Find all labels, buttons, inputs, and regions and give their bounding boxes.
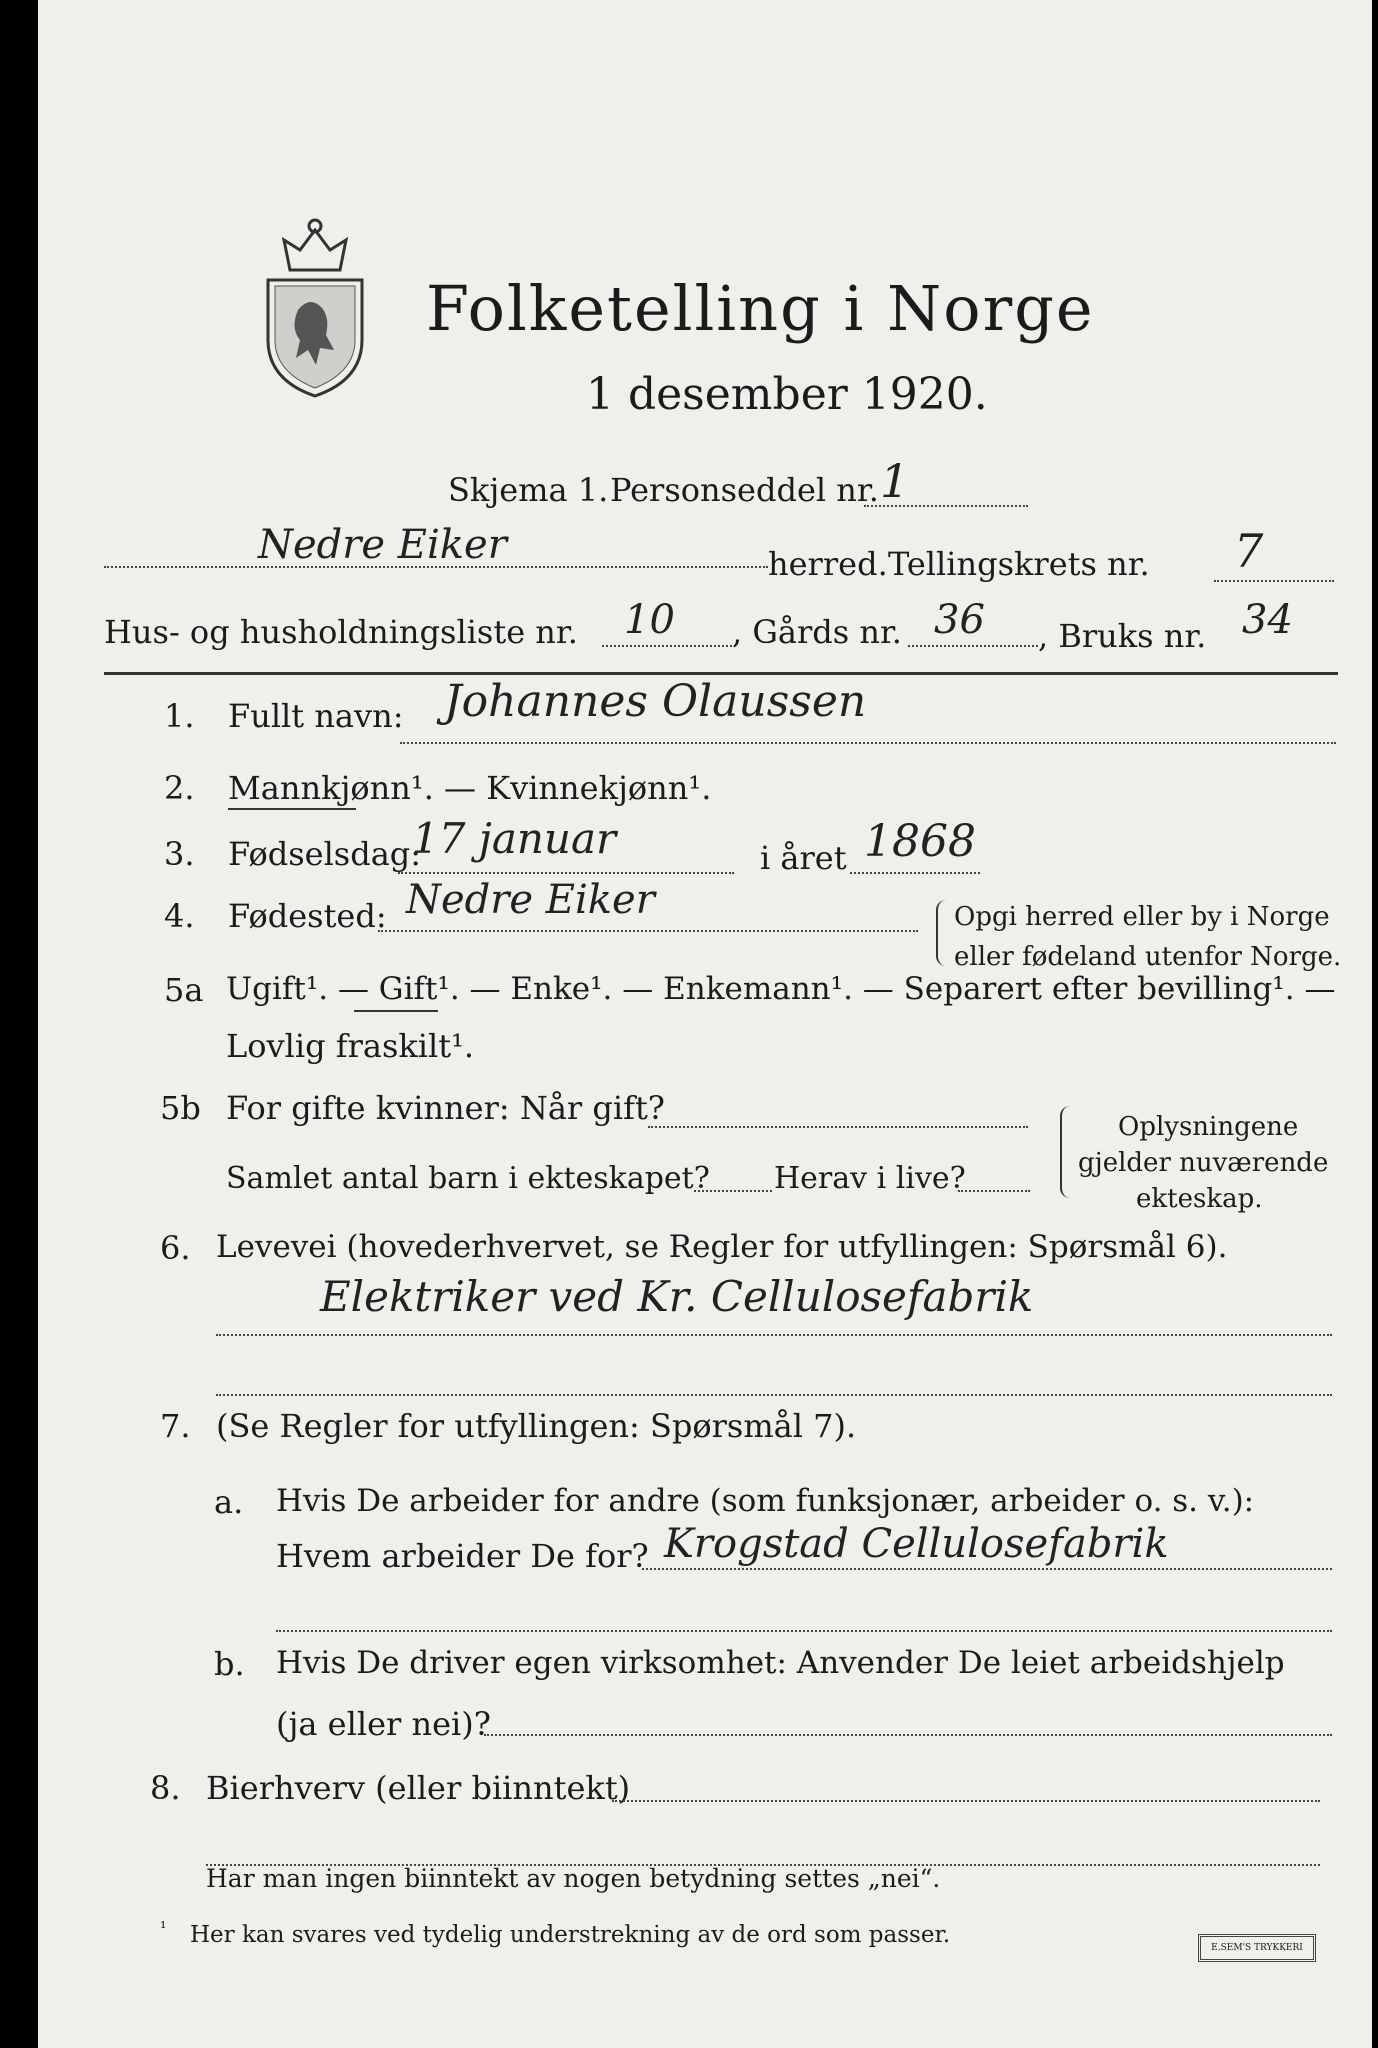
- birth-year-value: 1868: [864, 816, 976, 867]
- personseddel-value: 1: [880, 454, 910, 508]
- children-alive-label: Herav i live?: [774, 1161, 966, 1196]
- bruks-value: 34: [1242, 597, 1293, 643]
- census-form-page: [38, 0, 1372, 2048]
- gender-options: Mannkjønn¹. — Kvinnekjønn¹.: [228, 769, 712, 807]
- tellingskrets-label: Tellingskrets nr.: [888, 545, 1150, 583]
- married-when-label: For gifte kvinner: Når gift?: [226, 1089, 665, 1127]
- side-income-field-line: [612, 1800, 1320, 1802]
- employer-field-line-2: [276, 1630, 1332, 1632]
- birthplace-note-line1: Opgi herred eller by i Norge: [954, 902, 1330, 932]
- header-divider: [104, 672, 1338, 675]
- footnote-mark: ¹: [160, 1918, 167, 1937]
- personseddel-label: Personseddel nr.: [610, 471, 879, 509]
- q1-label: Fullt navn:: [228, 697, 404, 735]
- marital-status-options: Ugift¹. — Gift¹. — Enke¹. — Enkemann¹. — Separert efter bevilling¹. —: [226, 971, 1336, 1007]
- marriage-note-line1: Oplysningene: [1118, 1112, 1299, 1142]
- birthplace-value: Nedre Eiker: [406, 877, 655, 923]
- gards-nr-label: , Gårds nr.: [732, 613, 902, 651]
- husholdningsliste-field-line: [602, 645, 732, 647]
- marriage-note-line3: ekteskap.: [1136, 1184, 1263, 1214]
- side-income-label: Bierhverv (eller biinntekt): [206, 1769, 631, 1807]
- children-alive-field-line: [958, 1190, 1030, 1192]
- q7-number: 7.: [160, 1407, 191, 1445]
- q3-number: 3.: [164, 835, 195, 873]
- marriage-note-brace: [1060, 1106, 1070, 1198]
- footnote-text: Her kan svares ved tydelig understrekning av de ord som passer.: [190, 1922, 951, 1948]
- marital-status-underline: [354, 1010, 438, 1012]
- gards-value: 36: [934, 597, 985, 643]
- marital-status-options-line2: Lovlig fraskilt¹.: [226, 1027, 475, 1065]
- year-label: i året: [760, 839, 847, 877]
- q7a-line1: Hvis De arbeider for andre (som funksjonær, arbeider o. s. v.):: [276, 1483, 1255, 1519]
- husholdningsliste-label: Hus- og husholdningsliste nr.: [104, 613, 578, 651]
- gards-field-line: [908, 645, 1038, 647]
- q7-label: (Se Regler for utfyllingen: Spørsmål 7).: [216, 1407, 857, 1445]
- birth-day-field-line: [398, 872, 734, 874]
- no-side-income-note: Har man ingen biinntekt av nogen betydning settes „nei“.: [206, 1864, 941, 1893]
- occupation-field-line-1: [216, 1334, 1332, 1336]
- herred-label: herred.: [768, 545, 888, 583]
- personseddel-field-line: [864, 505, 1028, 507]
- birth-year-field-line: [850, 872, 980, 874]
- q4-number: 4.: [164, 897, 195, 935]
- q7b-letter: b.: [214, 1645, 245, 1683]
- herred-value: Nedre Eiker: [258, 522, 507, 568]
- printer-stamp: E.SEM'S TRYKKERI: [1198, 1934, 1316, 1962]
- q7b-line2: (ja eller nei)?: [276, 1705, 491, 1743]
- q8-number: 8.: [150, 1769, 181, 1807]
- birthplace-note-line2: eller fødeland utenfor Norge.: [954, 942, 1342, 972]
- tellingskrets-value: 7: [1234, 524, 1264, 578]
- herred-field-line: [104, 566, 768, 568]
- birthplace-note-brace: [936, 900, 946, 966]
- q5a-number: 5a: [164, 971, 204, 1009]
- skjema-label: Skjema 1.: [448, 471, 609, 509]
- q4-label: Fødested:: [228, 897, 387, 935]
- marriage-note-line2: gjelder nuværende: [1078, 1148, 1329, 1178]
- employer-label: Hvem arbeider De for?: [276, 1537, 649, 1575]
- children-total-label: Samlet antal barn i ekteskapet?: [226, 1161, 710, 1196]
- q7a-letter: a.: [214, 1483, 244, 1521]
- birth-day-value: 17 januar: [412, 814, 617, 863]
- norwegian-coat-of-arms-icon: [260, 200, 370, 400]
- full-name-value: Johannes Olaussen: [444, 676, 867, 727]
- married-when-field-line: [648, 1126, 1028, 1128]
- bruks-label: , Bruks nr.: [1038, 617, 1207, 655]
- census-date: 1 desember 1920.: [586, 369, 988, 420]
- q3-label: Fødselsdag:: [228, 835, 422, 873]
- gender-underline: [228, 808, 356, 810]
- husholdningsliste-value: 10: [624, 597, 675, 643]
- birthplace-field-line: [378, 930, 918, 932]
- employer-field-line: [642, 1568, 1332, 1570]
- q5b-number: 5b: [160, 1089, 201, 1127]
- form-title: Folketelling i Norge: [426, 272, 1095, 345]
- occupation-label: Levevei (hovederhvervet, se Regler for utfyllingen: Spørsmål 6).: [216, 1229, 1228, 1265]
- occupation-field-line-2: [216, 1394, 1332, 1396]
- q2-number: 2.: [164, 769, 195, 807]
- self-employed-field-line: [484, 1734, 1332, 1736]
- tellingskrets-field-line: [1214, 580, 1334, 582]
- q1-number: 1.: [164, 697, 195, 735]
- occupation-value: Elektriker ved Kr. Cellulosefabrik: [320, 1272, 1034, 1321]
- q7b-line1: Hvis De driver egen virksomhet: Anvender De leiet arbeidshjelp: [276, 1645, 1285, 1681]
- q6-number: 6.: [160, 1229, 191, 1267]
- employer-value: Krogstad Cellulosefabrik: [664, 1521, 1169, 1567]
- children-total-field-line: [694, 1190, 772, 1192]
- full-name-field-line: [400, 742, 1336, 744]
